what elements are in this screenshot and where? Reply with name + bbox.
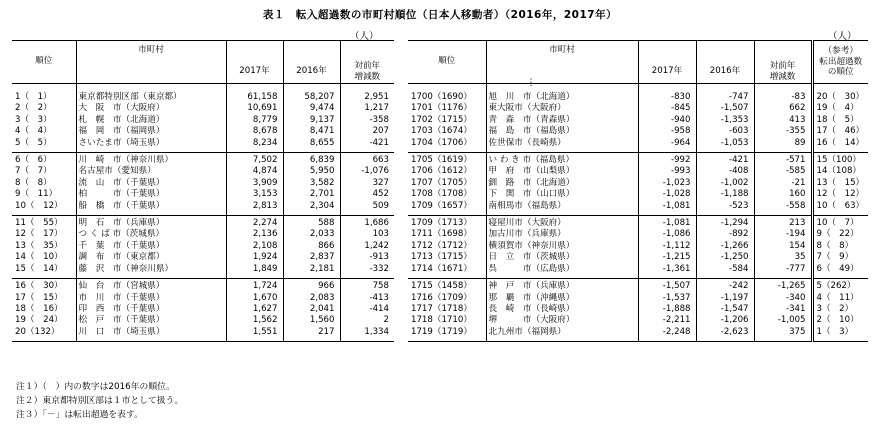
- yoy-diff-cell: 758: [340, 279, 394, 293]
- municipality-cell: 流 山 市（千葉県）: [76, 178, 226, 189]
- right-ranking-table: [408, 40, 868, 342]
- municipality-cell: 札 幌 市（北海道）: [76, 115, 226, 126]
- rank-cell: 8（ 8）: [15, 177, 52, 188]
- value-2017-cell: 2,136: [226, 229, 283, 240]
- municipality-cell: 明 石 市（兵庫県）: [76, 216, 226, 230]
- value-2016-cell: 5,950: [283, 166, 340, 177]
- table-row: [408, 304, 868, 315]
- value-2016-cell: -1,002: [696, 178, 754, 189]
- value-2016-cell: 966: [283, 279, 340, 293]
- rank-cell: 14（ 10）: [15, 252, 63, 263]
- yoy-diff-cell: -585: [754, 166, 812, 177]
- yoy-diff-cell: 103: [340, 229, 394, 240]
- municipality-cell: 旭 川 市（北海道）: [486, 90, 638, 103]
- table-row: [408, 126, 868, 137]
- reference-rank-cell: 1（ 3）: [812, 327, 868, 342]
- reference-rank-cell: 19（ 4）: [812, 103, 868, 114]
- value-2017-cell: -1,507: [638, 279, 696, 293]
- yoy-diff-cell: -1,265: [754, 279, 812, 293]
- value-2017-cell: 1,551: [226, 327, 283, 342]
- value-2017-cell: 3,909: [226, 178, 283, 189]
- value-2017-cell: -2,248: [638, 327, 696, 342]
- yoy-diff-cell: -355: [754, 126, 812, 137]
- yoy-diff-cell: 207: [340, 126, 394, 137]
- yoy-diff-cell: 2: [340, 315, 394, 326]
- reference-rank-cell: 9（ 22）: [812, 229, 868, 240]
- yoy-diff-cell: -340: [754, 293, 812, 304]
- value-2017-cell: 8,678: [226, 126, 283, 137]
- yoy-diff-cell: -21: [754, 178, 812, 189]
- value-2017-cell: 10,691: [226, 103, 283, 114]
- municipality-cell: 大 阪 市（大阪府）: [76, 103, 226, 114]
- municipality-cell: 福 岡 市（福岡県）: [76, 126, 226, 137]
- table-row: [408, 115, 868, 126]
- municipality-cell: 川 口 市（埼玉県）: [76, 327, 226, 342]
- rank-cell: 1703（1674）: [411, 126, 472, 137]
- rank-cell: 13（ 35）: [15, 240, 63, 251]
- value-2017-cell: -958: [638, 126, 696, 137]
- value-2017-cell: -1,028: [638, 189, 696, 200]
- table-row: [12, 229, 394, 240]
- rank-cell: 2（ 2）: [15, 103, 52, 114]
- value-2016-cell: -1,250: [696, 252, 754, 263]
- value-2016-cell: 9,137: [283, 115, 340, 126]
- value-2017-cell: 2,108: [226, 241, 283, 252]
- value-2016-cell: -603: [696, 126, 754, 137]
- value-2017-cell: 2,813: [226, 201, 283, 216]
- reference-rank-cell: 14（108）: [812, 166, 868, 177]
- value-2017-cell: -1,361: [638, 264, 696, 279]
- rank-cell: 1704（1706）: [408, 138, 486, 153]
- value-2017-cell: 8,779: [226, 115, 283, 126]
- reference-rank-cell: 16（ 14）: [812, 138, 868, 153]
- table-row: [12, 90, 394, 103]
- yoy-diff-cell: -332: [340, 264, 394, 279]
- yoy-diff-cell: 2,951: [340, 90, 394, 103]
- value-2016-cell: 58,207: [283, 90, 340, 103]
- rank-cell: 1708（1708）: [411, 189, 472, 200]
- value-2017-cell: -1,081: [638, 201, 696, 216]
- table-row: [408, 315, 868, 326]
- municipality-cell: 川 崎 市（神奈川県）: [76, 153, 226, 167]
- rank-cell: 11（ 55）: [15, 218, 63, 229]
- municipality-cell: 加古川市（兵庫県）: [486, 229, 638, 240]
- table-row: [408, 103, 868, 114]
- municipality-cell: 日 立 市（茨城県）: [486, 252, 638, 263]
- rank-cell: 3（ 3）: [15, 114, 52, 125]
- footnote-3: 注３）「－」は転出超過を表す。: [16, 410, 143, 420]
- rank-cell: 1707（1705）: [411, 177, 472, 188]
- value-2016-cell: -1,507: [696, 103, 754, 114]
- municipality-cell: 市 川 市（千葉県）: [76, 293, 226, 304]
- table-row: [12, 216, 394, 230]
- yoy-diff-cell: -913: [340, 252, 394, 263]
- rank-cell: 1716（1709）: [411, 292, 472, 303]
- table-row: [12, 178, 394, 189]
- table-row: [408, 90, 868, 103]
- yoy-diff-cell: 154: [754, 241, 812, 252]
- value-2017-cell: -830: [638, 90, 696, 103]
- table-row: [12, 189, 394, 200]
- rank-cell: 7（ 7）: [15, 166, 52, 177]
- header-yoy-right: 対前年 増減数: [754, 60, 812, 84]
- value-2017-cell: 1,670: [226, 293, 283, 304]
- table-row: [12, 115, 394, 126]
- value-2016-cell: 2,181: [283, 264, 340, 279]
- table-row: [12, 138, 394, 153]
- rank-cell: 1713（1715）: [411, 252, 472, 263]
- value-2016-cell: 2,083: [283, 293, 340, 304]
- yoy-diff-cell: 160: [754, 189, 812, 200]
- header-2017-right: 2017年: [638, 60, 696, 84]
- header-2016: 2016年: [283, 60, 340, 84]
- value-2017-cell: 1,849: [226, 264, 283, 279]
- table-row: [12, 315, 394, 326]
- yoy-diff-cell: 413: [754, 115, 812, 126]
- rank-cell: 4（ 4）: [15, 126, 52, 137]
- value-2016-cell: -523: [696, 201, 754, 216]
- table-row: [12, 264, 394, 279]
- value-2017-cell: -845: [638, 103, 696, 114]
- table-row: [12, 201, 394, 216]
- value-2016-cell: -1,353: [696, 115, 754, 126]
- rank-cell: 19（ 24）: [15, 315, 63, 326]
- value-2017-cell: -964: [638, 138, 696, 153]
- table-row: [408, 327, 868, 342]
- value-2017-cell: 3,153: [226, 189, 283, 200]
- table-row: [12, 327, 394, 342]
- table-row: [408, 153, 868, 167]
- value-2017-cell: -1,537: [638, 293, 696, 304]
- value-2016-cell: -1,053: [696, 138, 754, 153]
- yoy-diff-cell: -571: [754, 153, 812, 167]
- yoy-diff-cell: -341: [754, 304, 812, 315]
- yoy-diff-cell: -1,076: [340, 166, 394, 177]
- rank-cell: 18（ 16）: [15, 303, 63, 314]
- value-2016-cell: -1,294: [696, 216, 754, 230]
- municipality-cell: 名古屋市（愛知県）: [76, 166, 226, 177]
- value-2016-cell: 588: [283, 216, 340, 230]
- table-row: [12, 103, 394, 114]
- reference-rank-cell: 7（ 9）: [812, 252, 868, 263]
- value-2017-cell: 1,627: [226, 304, 283, 315]
- table-row: [408, 293, 868, 304]
- municipality-cell: 甲 府 市（山梨県）: [486, 166, 638, 177]
- municipality-cell: 神 戸 市（兵庫県）: [486, 279, 638, 293]
- municipality-cell: 横須賀市（神奈川県）: [486, 241, 638, 252]
- value-2016-cell: -1,547: [696, 304, 754, 315]
- value-2017-cell: -1,888: [638, 304, 696, 315]
- municipality-cell: つ く ば 市（茨城県）: [76, 229, 226, 240]
- rank-cell: 1（ 1）: [15, 92, 52, 102]
- yoy-diff-cell: 375: [754, 327, 812, 342]
- rank-cell: 1712（1712）: [411, 240, 472, 251]
- municipality-cell: 柏 市（千葉県）: [76, 189, 226, 200]
- value-2016-cell: 6,839: [283, 153, 340, 167]
- table-row: [408, 279, 868, 293]
- rank-cell: 1718（1710）: [411, 315, 472, 326]
- rank-cell: 1702（1715）: [411, 114, 472, 125]
- rank-cell: 1700（1690）: [411, 92, 472, 102]
- value-2017-cell: -1,023: [638, 178, 696, 189]
- value-2016-cell: 8,471: [283, 126, 340, 137]
- reference-rank-cell: 6（ 49）: [812, 264, 868, 279]
- municipality-cell: さいたま市（埼玉県）: [76, 138, 226, 153]
- header-municipality-right: 市町村: [486, 41, 638, 84]
- reference-rank-cell: 2（ 10）: [812, 315, 868, 326]
- yoy-diff-cell: -777: [754, 264, 812, 279]
- reference-rank-cell: 10（ 7）: [812, 216, 868, 230]
- yoy-diff-cell: 1,217: [340, 103, 394, 114]
- municipality-cell: 印 西 市（千葉県）: [76, 304, 226, 315]
- table-row: [408, 166, 868, 177]
- value-2016-cell: -242: [696, 279, 754, 293]
- table-row: [12, 279, 394, 293]
- value-2016-cell: -1,206: [696, 315, 754, 326]
- table-row: [12, 166, 394, 177]
- rank-cell: 1711（1698）: [411, 229, 472, 240]
- table-row: [12, 153, 394, 167]
- value-2016-cell: 217: [283, 327, 340, 342]
- value-2017-cell: -1,112: [638, 241, 696, 252]
- rank-cell: 1715（1458）: [411, 281, 472, 292]
- reference-rank-cell: 15（100）: [812, 153, 868, 167]
- rank-cell: 9（ 11）: [15, 189, 58, 200]
- rank-cell: 12（ 17）: [15, 229, 63, 240]
- yoy-diff-cell: 662: [754, 103, 812, 114]
- yoy-diff-cell: 452: [340, 189, 394, 200]
- value-2017-cell: 2,274: [226, 216, 283, 230]
- rank-cell: 17（ 15）: [15, 292, 63, 303]
- rank-cell: 5（ 5）: [12, 138, 76, 153]
- value-2016-cell: 2,701: [283, 189, 340, 200]
- reference-rank-cell: 17（ 46）: [812, 126, 868, 137]
- municipality-cell: 下 関 市（山口県）: [486, 189, 638, 200]
- yoy-diff-cell: -1,005: [754, 315, 812, 326]
- value-2017-cell: 4,874: [226, 166, 283, 177]
- municipality-cell: 福 島 市（福島県）: [486, 126, 638, 137]
- value-2017-cell: 61,158: [226, 90, 283, 103]
- header-2016-right: 2016年: [696, 60, 754, 84]
- municipality-cell: 那 覇 市（沖縄県）: [486, 293, 638, 304]
- table-row: [408, 138, 868, 153]
- value-2016-cell: -584: [696, 264, 754, 279]
- value-2017-cell: -1,081: [638, 216, 696, 230]
- yoy-diff-cell: -421: [340, 138, 394, 153]
- yoy-diff-cell: -194: [754, 229, 812, 240]
- header-municipality: 市町村: [76, 41, 226, 84]
- unit-label-right: （人）: [828, 31, 857, 42]
- municipality-cell: 呉 市（広島県）: [486, 264, 638, 279]
- value-2017-cell: -940: [638, 115, 696, 126]
- yoy-diff-cell: -83: [754, 90, 812, 103]
- municipality-cell: 長 崎 市（長崎県）: [486, 304, 638, 315]
- header-rank-right: 順位: [408, 41, 486, 84]
- municipality-cell: 千 葉 市（千葉県）: [76, 241, 226, 252]
- value-2016-cell: -747: [696, 90, 754, 103]
- yoy-diff-cell: 1,334: [340, 327, 394, 342]
- rank-cell: 10（ 12）: [12, 201, 76, 216]
- municipality-cell: い わ き 市（福島県）: [486, 153, 638, 167]
- table-row: [12, 126, 394, 137]
- municipality-cell: 藤 沢 市（神奈川県）: [76, 264, 226, 279]
- rank-cell: 1717（1718）: [411, 303, 472, 314]
- value-2017-cell: -1,086: [638, 229, 696, 240]
- value-2016-cell: 2,041: [283, 304, 340, 315]
- table-row: [408, 216, 868, 230]
- header-yoy: 対前年 増減数: [340, 60, 394, 84]
- value-2016-cell: -421: [696, 153, 754, 167]
- municipality-cell: 北九州市（福岡県）: [486, 327, 638, 342]
- municipality-cell: 松 戸 市（千葉県）: [76, 315, 226, 326]
- table-row: [408, 201, 868, 216]
- municipality-cell: 船 橋 市（千葉県）: [76, 201, 226, 216]
- header-rank: 順位: [12, 41, 76, 84]
- value-2016-cell: 2,033: [283, 229, 340, 240]
- value-2016-cell: -1,197: [696, 293, 754, 304]
- table-row: [12, 293, 394, 304]
- table-title: 表１ 転入超過数の市町村順位（日本人移動者）（2016年，2017年）: [262, 9, 618, 21]
- value-2016-cell: -408: [696, 166, 754, 177]
- value-2017-cell: -992: [638, 153, 696, 167]
- municipality-cell: 青 森 市（青森県）: [486, 115, 638, 126]
- value-2017-cell: -993: [638, 166, 696, 177]
- table-row: [408, 252, 868, 263]
- table-row: [12, 304, 394, 315]
- table-row: [12, 252, 394, 263]
- table-row: [408, 189, 868, 200]
- footnotes: [16, 380, 183, 422]
- municipality-cell: 東京都特別区部（東京都）: [76, 90, 226, 103]
- reference-rank-cell: 18（ 5）: [812, 115, 868, 126]
- municipality-cell: 釧 路 市（北海道）: [486, 178, 638, 189]
- yoy-diff-cell: 327: [340, 178, 394, 189]
- ellipsis-mark: ⋮: [526, 78, 536, 88]
- value-2016-cell: 2,837: [283, 252, 340, 263]
- value-2017-cell: 7,502: [226, 153, 283, 167]
- reference-rank-cell: 3（ 2）: [812, 304, 868, 315]
- yoy-diff-cell: -414: [340, 304, 394, 315]
- yoy-diff-cell: 1,242: [340, 241, 394, 252]
- municipality-cell: 調 布 市（東京都）: [76, 252, 226, 263]
- footnote-1: 注１）（ ）内の数字は2016年の順位。: [16, 382, 175, 392]
- reference-rank-cell: 5（262）: [812, 279, 868, 293]
- rank-cell: 6（ 6）: [15, 155, 52, 166]
- table-row: [408, 264, 868, 279]
- value-2016-cell: -2,623: [696, 327, 754, 342]
- rank-cell: 1709（1657）: [408, 201, 486, 216]
- rank-cell: 1719（1719）: [408, 327, 486, 342]
- municipality-cell: 佐世保市（長崎県）: [486, 138, 638, 153]
- yoy-diff-cell: 89: [754, 138, 812, 153]
- value-2016-cell: 8,655: [283, 138, 340, 153]
- reference-rank-cell: 12（ 12）: [812, 189, 868, 200]
- value-2017-cell: -1,215: [638, 252, 696, 263]
- rank-cell: 16（ 30）: [15, 281, 63, 292]
- value-2016-cell: 1,560: [283, 315, 340, 326]
- value-2016-cell: 9,474: [283, 103, 340, 114]
- rank-cell: 1705（1619）: [411, 155, 472, 166]
- reference-rank-cell: 4（ 11）: [812, 293, 868, 304]
- unit-label-left: （人）: [350, 31, 379, 42]
- header-reference: （参考） 転出超過数 の順位: [812, 41, 868, 84]
- value-2017-cell: 8,234: [226, 138, 283, 153]
- municipality-cell: 仙 台 市（宮城県）: [76, 279, 226, 293]
- yoy-diff-cell: 663: [340, 153, 394, 167]
- header-2017: 2017年: [226, 60, 283, 84]
- table-row: [408, 229, 868, 240]
- value-2016-cell: -892: [696, 229, 754, 240]
- table-row: [408, 241, 868, 252]
- reference-rank-cell: 8（ 8）: [812, 241, 868, 252]
- municipality-cell: 南相馬市（福島県）: [486, 201, 638, 216]
- yoy-diff-cell: -413: [340, 293, 394, 304]
- rank-cell: 20（132）: [12, 327, 76, 342]
- value-2017-cell: -2,211: [638, 315, 696, 326]
- reference-rank-cell: 20（ 30）: [812, 90, 868, 103]
- value-2016-cell: 866: [283, 241, 340, 252]
- value-2016-cell: -1,266: [696, 241, 754, 252]
- reference-rank-cell: 13（ 15）: [812, 178, 868, 189]
- value-2016-cell: 2,304: [283, 201, 340, 216]
- value-2016-cell: -1,188: [696, 189, 754, 200]
- rank-cell: 1714（1671）: [408, 264, 486, 279]
- yoy-diff-cell: 509: [340, 201, 394, 216]
- rank-cell: 15（ 14）: [12, 264, 76, 279]
- rank-cell: 1701（1176）: [411, 103, 472, 114]
- reference-rank-cell: 10（ 63）: [812, 201, 868, 216]
- yoy-diff-cell: 213: [754, 216, 812, 230]
- yoy-diff-cell: -558: [754, 201, 812, 216]
- footnote-2: 注２）東京都特別区部は１市として扱う。: [16, 396, 184, 406]
- value-2017-cell: 1,924: [226, 252, 283, 263]
- table-row: [12, 241, 394, 252]
- yoy-diff-cell: -358: [340, 115, 394, 126]
- value-2017-cell: 1,562: [226, 315, 283, 326]
- yoy-diff-cell: 35: [754, 252, 812, 263]
- value-2017-cell: 1,724: [226, 279, 283, 293]
- value-2016-cell: 3,582: [283, 178, 340, 189]
- rank-cell: 1709（1713）: [411, 218, 472, 229]
- table-row: [408, 178, 868, 189]
- left-ranking-table: [12, 40, 394, 342]
- rank-cell: 1706（1612）: [411, 166, 472, 177]
- municipality-cell: 寝屋川市（大阪府）: [486, 216, 638, 230]
- municipality-cell: 堺 市（大阪府）: [486, 315, 638, 326]
- municipality-cell: 東大阪市（大阪府）: [486, 103, 638, 114]
- yoy-diff-cell: 1,686: [340, 216, 394, 230]
